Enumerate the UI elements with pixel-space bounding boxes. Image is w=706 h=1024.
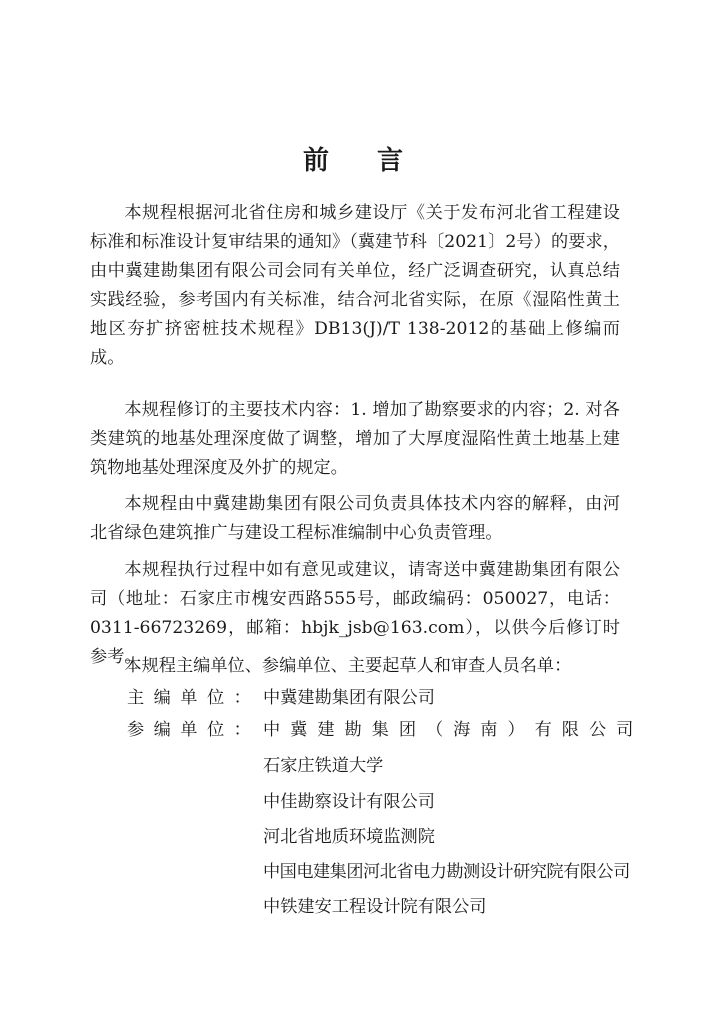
participant-unit-2: 石家庄铁道大学	[263, 756, 384, 776]
title-char-1: 前	[302, 146, 329, 176]
paragraph-revisions: 本规程修订的主要技术内容：1. 增加了勘察要求的内容；2. 对各类建筑的地基处理深度做了调整，增加了大厚度湿陷性黄土地基上建筑物地基处理深度及外扩的规定。	[90, 400, 620, 478]
participant-unit-4: 河北省地质环境监测院	[263, 827, 435, 847]
participant-unit-5: 中国电建集团河北省电力勘测设计研究院有限公司	[263, 862, 630, 882]
chief-unit-value: 中冀建勘集团有限公司	[263, 688, 435, 708]
paragraph-contact: 本规程执行过程中如有意见或建议，请寄送中冀建勘集团有限公司（地址：石家庄市槐安西路555号，邮政编码：050027，电话：0311-66723269，邮箱：hbjk_jsb@163.com），以供今后修订时参考。	[90, 560, 620, 667]
participant-unit-label: 参编单位：	[127, 720, 261, 740]
paragraph-interpretation: 本规程由中冀建勘集团有限公司负责具体技术内容的解释，由河北省绿色建筑推广与建设工程标准编制中心负责管理。	[90, 494, 620, 543]
participant-unit-6: 中铁建安工程设计院有限公司	[263, 897, 487, 917]
participant-unit-1: 中冀建勘集团（海南）有限公司	[263, 720, 644, 740]
chief-unit-label: 主编单位：	[127, 688, 261, 708]
paragraph-list-intro: 本规程主编单位、参编单位、主要起草人和审查人员名单：	[124, 656, 572, 676]
title-char-2: 言	[377, 146, 404, 176]
page-title	[0, 140, 706, 177]
chief-unit-row	[127, 684, 435, 713]
paragraph-origin: 本规程根据河北省住房和城乡建设厅《关于发布河北省工程建设标准和标准设计复审结果的通知》（冀建节科〔2021〕2号）的要求，由中冀建勘集团有限公司会同有关单位，经广泛调查研究，认真总结实践经验，参考国内有关标准，结合河北省实际，在原《湿陷性黄土地区夯扩挤密桩技术规程》DB13(J)/T 138-2012的基础上修编而成。	[90, 203, 620, 368]
participant-unit-row	[127, 716, 643, 745]
participant-unit-3: 中佳勘察设计有限公司	[263, 792, 435, 812]
